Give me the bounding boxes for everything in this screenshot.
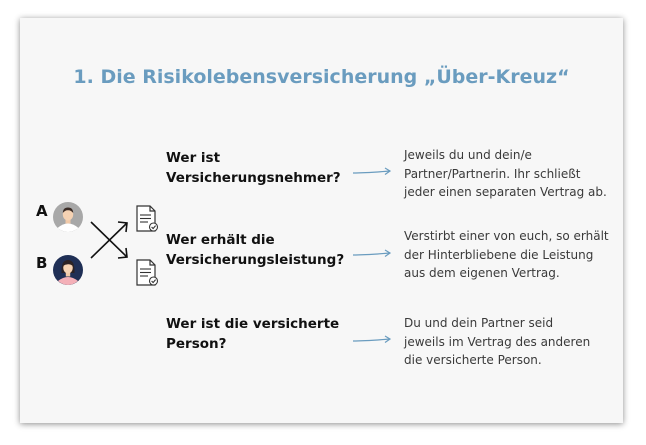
contract-document-icon (134, 258, 160, 288)
diagram-card (20, 18, 623, 423)
question-policyholder: Wer ist Versicherungsnehmer? (166, 150, 341, 186)
question-beneficiary: Wer erhält die Versicherungsleistung? (166, 232, 345, 268)
woman-avatar-icon (52, 254, 84, 286)
cross-arrows-icon (88, 216, 132, 264)
arrow-right-icon (352, 248, 392, 260)
contract-document-icon (134, 204, 160, 234)
arrow-right-icon (352, 334, 392, 346)
answer-policyholder: Jeweils du und dein/e Partner/Partnerin. Ihr schließt jeder einen separaten Vertrag ab. (404, 148, 607, 199)
answer-insured-person: Du und dein Partner seid jeweils im Vertrag des anderen die versicherte Person. (404, 316, 591, 367)
answer-beneficiary: Verstirbt einer von euch, so erhält der Hinterbliebene die Leistung aus dem eigenen Vertrag. (404, 229, 609, 280)
question-insured-person: Wer ist die versicherte Person? (166, 316, 340, 352)
man-avatar-icon (52, 201, 84, 233)
diagram-title: 1. Die Risikolebensversicherung „Über-Kreuz“ (73, 66, 570, 88)
person-a-label: A (36, 202, 48, 220)
person-b-label: B (36, 254, 48, 272)
arrow-right-icon (352, 166, 392, 178)
